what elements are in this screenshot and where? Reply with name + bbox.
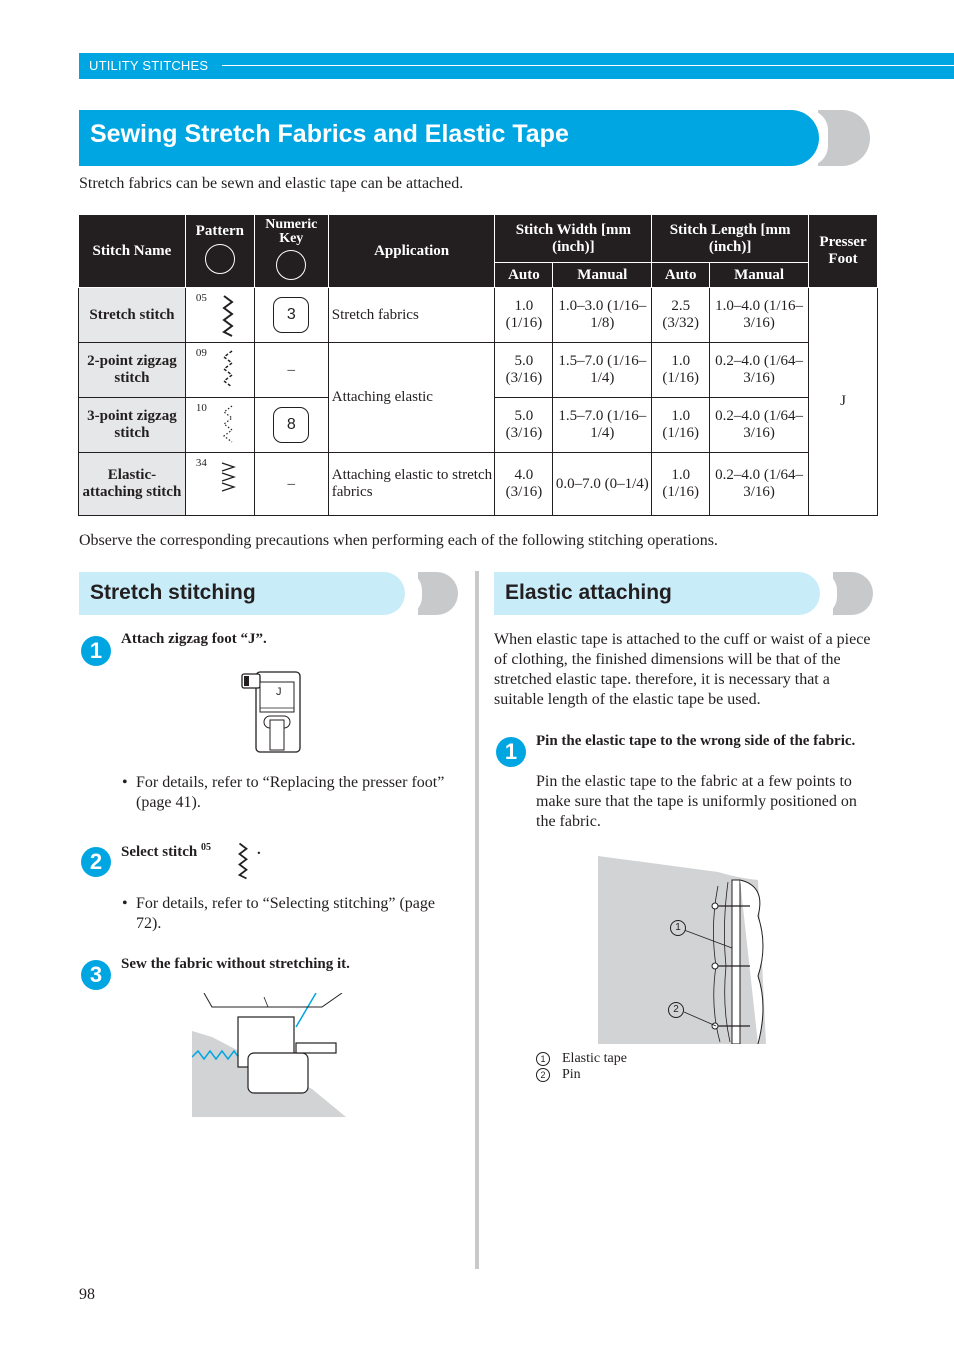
- intro-text: Stretch fabrics can be sewn and elastic tape can be attached.: [79, 175, 464, 192]
- step-heading: Pin the elastic tape to the wrong side of the fabric.: [536, 733, 856, 749]
- pattern-number: 34: [195, 457, 207, 469]
- width-auto-cell: 4.0 (3/16): [495, 453, 553, 516]
- header-bar: [79, 53, 954, 79]
- bullet-mark: •: [122, 774, 128, 791]
- pattern-cell: [185, 288, 254, 343]
- stitch-name-cell: 3-point zigzag stitch: [79, 398, 186, 453]
- step-heading-period: .: [257, 842, 261, 858]
- length-manual-cell: 0.2–4.0 (1/64–3/16): [710, 343, 809, 398]
- bullet-note: [122, 773, 452, 813]
- header-stitch-name: Stitch Name: [79, 215, 186, 288]
- application-cell: Attaching elastic: [328, 343, 495, 453]
- elastic-attaching-stitch-icon: [220, 459, 236, 503]
- length-manual-cell: 1.0–4.0 (1/16–3/16): [710, 288, 809, 343]
- legend-marker: 1: [536, 1052, 550, 1066]
- numeric-key-cell: [254, 288, 328, 343]
- table-row: [79, 288, 878, 343]
- header-stitch-length: Stitch Length [mm (inch)]: [652, 215, 809, 263]
- zigzag-2-point-icon: [220, 349, 236, 393]
- zigzag-3-point-icon: [220, 404, 236, 448]
- stitch-name-cell: Stretch stitch: [79, 288, 186, 343]
- header-pattern: [185, 215, 254, 288]
- sewing-fabric-illustration: [192, 993, 348, 1117]
- pattern-cell: [185, 453, 254, 516]
- legend-marker: 2: [536, 1068, 550, 1082]
- pattern-cell: [185, 343, 254, 398]
- step-heading: [121, 842, 211, 861]
- width-manual-cell: 1.5–7.0 (1/16–1/4): [553, 343, 652, 398]
- bullet-text: For details, refer to “Selecting stitching” (page 72).: [136, 895, 436, 932]
- width-manual-cell: 0.0–7.0 (0–1/4): [553, 453, 652, 516]
- callout-marker: 2: [668, 1002, 684, 1018]
- numeric-key-icon: [276, 250, 306, 280]
- length-auto-cell: 1.0 (1/16): [652, 398, 710, 453]
- length-manual-cell: 0.2–4.0 (1/64–3/16): [710, 398, 809, 453]
- header-stitch-width: Stitch Width [mm (inch)]: [495, 215, 652, 263]
- pattern-number: 05: [195, 292, 207, 304]
- header-length-manual: Manual: [710, 263, 809, 288]
- section-cap-decoration: [833, 572, 873, 615]
- stitch-name-cell: Elastic-attaching stitch: [79, 453, 186, 516]
- table-row: [79, 343, 878, 398]
- stretch-stitch-icon: [236, 840, 250, 882]
- pattern-number: 10: [195, 402, 207, 414]
- header-rule: [222, 65, 954, 66]
- numeric-key-cell: –: [254, 343, 328, 398]
- step-heading: Sew the fabric without stretching it.: [121, 956, 350, 972]
- section-label: UTILITY STITCHES: [89, 58, 209, 73]
- elastic-tape-pinning-illustration: [598, 856, 766, 1044]
- elastic-intro: When elastic tape is attached to the cuff or waist of a piece of clothing, the finished dimensions will be that of the stretched elastic tape. therefore, it is necessary that a suitable length of the elastic tape be used.: [494, 631, 871, 708]
- numeric-key-cell: [254, 398, 328, 453]
- step-number: 1: [81, 636, 111, 666]
- legend-label: Pin: [562, 1067, 581, 1082]
- bullet-mark: •: [122, 895, 128, 912]
- callout-marker: 1: [670, 920, 686, 936]
- header-width-manual: Manual: [553, 263, 652, 288]
- width-auto-cell: 5.0 (3/16): [495, 398, 553, 453]
- step-heading: Attach zigzag foot “J”.: [121, 631, 267, 647]
- page-number: 98: [79, 1286, 95, 1303]
- foot-label: J: [276, 686, 282, 698]
- table-row: [79, 453, 878, 516]
- header-pattern-label: Pattern: [195, 223, 244, 239]
- legend-label: Elastic tape: [562, 1051, 627, 1066]
- zigzag-foot-j-illustration: [238, 668, 304, 756]
- bullet-text: For details, refer to “Replacing the presser foot” (page 41).: [136, 774, 445, 811]
- step-detail: Pin the elastic tape to the fabric at a few points to make sure that the tape is uniformly positioned on the fabric.: [536, 773, 857, 830]
- pattern-key-icon: [205, 244, 235, 274]
- stitch-table: [78, 214, 878, 516]
- header-presser-foot: Presser Foot: [809, 215, 878, 288]
- section-cap-decoration: [418, 572, 458, 615]
- stitch-name-cell: 2-point zigzag stitch: [79, 343, 186, 398]
- stretch-stitch-icon: [220, 294, 236, 338]
- header-length-auto: Auto: [652, 263, 710, 288]
- step-heading-text: Select stitch: [121, 844, 198, 860]
- header-width-auto: Auto: [495, 263, 553, 288]
- page-title: Sewing Stretch Fabrics and Elastic Tape: [90, 120, 569, 148]
- observe-text: Observe the corresponding precautions when performing each of the following stitching operations.: [79, 532, 718, 549]
- pattern-number: 09: [195, 347, 207, 359]
- stretch-section-title: Stretch stitching: [90, 581, 256, 604]
- header-numeric-key-label: Numeric Key: [265, 216, 318, 246]
- stitch-number: 05: [200, 842, 211, 853]
- length-auto-cell: 1.0 (1/16): [652, 343, 710, 398]
- width-auto-cell: 1.0 (1/16): [495, 288, 553, 343]
- step-number: 3: [81, 960, 111, 990]
- presser-foot-cell: J: [809, 288, 878, 516]
- numeric-key-button: 8: [273, 407, 309, 443]
- width-manual-cell: 1.0–3.0 (1/16–1/8): [553, 288, 652, 343]
- application-cell: Attaching elastic to stretch fabrics: [328, 453, 495, 516]
- header-numeric-key: [254, 215, 328, 288]
- pattern-cell: [185, 398, 254, 453]
- step-number: 2: [81, 847, 111, 877]
- header-application: Application: [328, 215, 495, 288]
- width-manual-cell: 1.5–7.0 (1/16–1/4): [553, 398, 652, 453]
- length-manual-cell: 0.2–4.0 (1/64–3/16): [710, 453, 809, 516]
- column-divider: [475, 571, 479, 1269]
- length-auto-cell: 2.5 (3/32): [652, 288, 710, 343]
- elastic-section-title: Elastic attaching: [505, 581, 672, 604]
- step-number: 1: [496, 737, 526, 767]
- numeric-key-cell: –: [254, 453, 328, 516]
- width-auto-cell: 5.0 (3/16): [495, 343, 553, 398]
- numeric-key-button: 3: [273, 297, 309, 333]
- application-cell: Stretch fabrics: [328, 288, 495, 343]
- bullet-note: [122, 894, 462, 934]
- length-auto-cell: 1.0 (1/16): [652, 453, 710, 516]
